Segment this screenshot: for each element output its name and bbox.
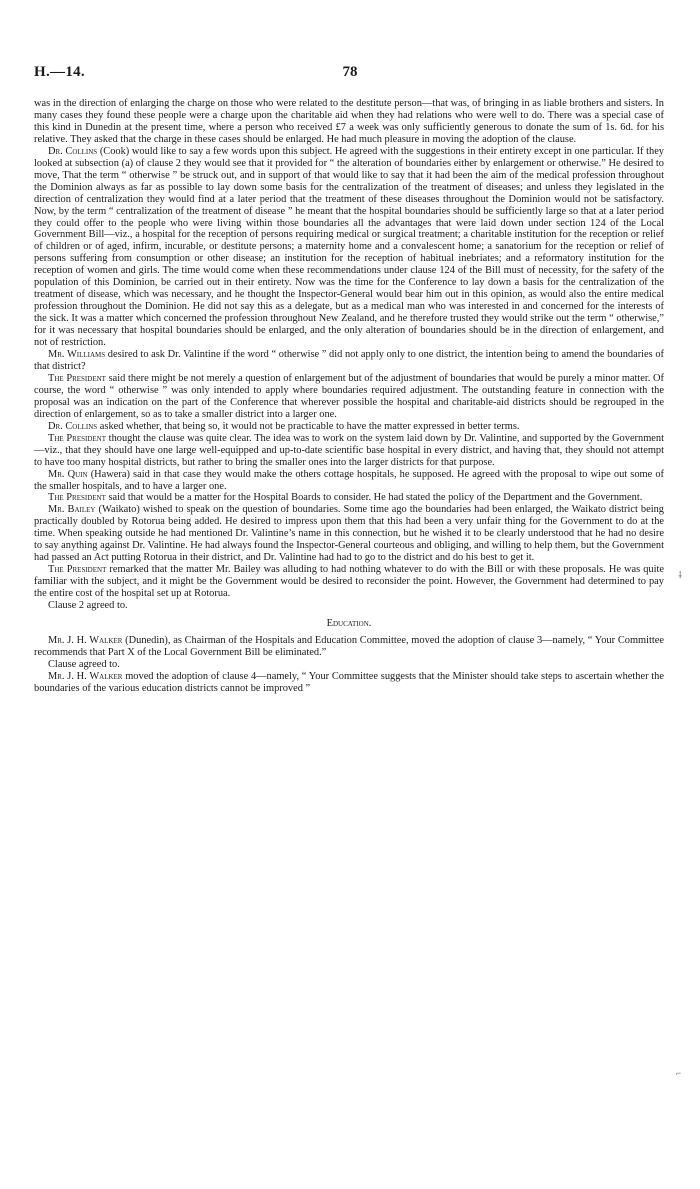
paragraph-text: (Dunedin), as Chairman of the Hospitals and Education Committee, moved the adoption of clause 3—namely, “ Your Committee recommends that Part X of the Local Government Bill be eliminated.”	[34, 634, 665, 658]
paragraph-group	[34, 98, 664, 612]
paragraph-text: was in the direction of enlarging the charge on those who were related to the destitute person—that was, of bringing in as liable brothers and sisters. In many cases they found these people were a charge upon the charitable aid when they had relations who were well to do. There was a special case of this kind in Dunedin at the present time, where a person who received £7 a week was only sufficiently generous to donate the sum of 1s. 6d. for his relative. They asked that the charge in these cases should be enlarged. He had much pleasure in moving the adoption of the clause.	[34, 98, 664, 145]
paragraph-text: moved the adoption of clause 4—namely, “ Your Committee suggests that the Minister should take steps to ascertain whether the boundaries of the various education districts cannot be improved ”	[34, 670, 664, 694]
paragraph-text: desired to ask Dr. Valintine if the word “ otherwise ” did not apply only to one district, the intention being to amend the boundaries of that district?	[34, 349, 665, 372]
speaker-name: Mr. J. H. Walker	[48, 634, 123, 646]
paragraph-text: (Waikato) wished to speak on the question of boundaries. Some time ago the boundaries had been enlarged, the Waikato district being practically doubled by Rotorua being added. He desired to impress upon them that this had been a very unfair thing for the Government to do at the time. When speaking outside he had mentioned Dr. Valintine’s name in this connection, but he wished it to be clearly understood that he had no desire to say anything against Dr. Valintine. He had always found the Inspector-General courteous and obliging, and willing to help them, but the Government had passed an Act putting Rotorua in their district, and Dr. Valintine had had to go to the district and do his best to get it.	[34, 504, 665, 564]
paragraph	[34, 433, 664, 469]
speaker-name: Dr. Collins	[48, 420, 98, 432]
paragraph	[34, 492, 664, 504]
speaker-name: Mr. Quin	[48, 468, 88, 480]
paragraph-text: thought the clause was quite clear. The idea was to work on the system laid down by Dr. Valintine, and supported by the Government—viz., that they should have one large well-equipped and up-to-date scientific base hospital in every district, and having that, they should not attempt to have too many hospital districts, but rather to bring the smaller ones into the larger districts for that purpose.	[34, 432, 664, 468]
paragraph	[34, 469, 664, 493]
paragraph-text: said that would be a matter for the Hospital Boards to consider. He had stated the policy of the Department and the Government.	[105, 492, 643, 504]
paragraph-group	[34, 635, 664, 695]
speaker-name: The President	[48, 492, 106, 504]
paragraph	[34, 373, 664, 421]
paragraph-text: said there might be not merely a question of enlargement but of the adjustment of boundaries that would be purely a minor matter. Of course, the word “ otherwise ” was only intended to apply where boundaries required adjustment. The outstanding feature in connection with the proposal was an indication on the part of the Conference that wherever possible the hospital and charitable-aid districts should be regrouped in the direction of enlargement, so as to take a smaller district into a larger one.	[34, 372, 664, 420]
speaker-name: The President	[48, 432, 106, 444]
speaker-name: The President	[48, 372, 106, 384]
speaker-name: Mr. Williams	[48, 349, 106, 361]
paragraph	[34, 564, 664, 600]
margin-mark: ⸸	[678, 570, 683, 580]
paragraph	[34, 659, 664, 671]
paragraph	[34, 146, 664, 349]
paragraph	[34, 600, 664, 612]
paragraph	[34, 635, 664, 659]
speaker-name: Mr. Bailey	[48, 504, 96, 516]
section-heading: Education.	[326, 617, 372, 629]
speaker-name: Mr. J. H. Walker	[48, 670, 123, 682]
paragraph	[34, 504, 664, 564]
margin-mark: ⌐	[676, 1068, 682, 1078]
paragraph	[34, 98, 664, 146]
body-text	[34, 98, 664, 695]
paragraph-text: remarked that the matter Mr. Bailey was alluding to had nothing whatever to do with the Bill or with these proposals. He was quite familiar with the subject, and it might be the Government would be desired to reconsider the point. However, the Government had determined to pay the entire cost of the hospital set up at Rotorua.	[34, 564, 665, 600]
paragraph-text: Clause 2 agreed to.	[48, 600, 128, 612]
speaker-name: Dr. Collins	[48, 145, 98, 157]
paragraph-text: Clause agreed to.	[48, 658, 120, 670]
paragraph	[34, 671, 664, 695]
document-reference: H.—14.	[34, 64, 85, 80]
page-number: 78	[342, 64, 358, 80]
paragraph-text: asked whether, that being so, it would not be practicable to have the matter expressed in better terms.	[97, 420, 520, 432]
page-header	[34, 64, 666, 84]
speaker-name: The President	[48, 564, 107, 576]
paragraph	[34, 421, 664, 433]
paragraph	[34, 349, 664, 373]
paragraph-text: (Cook) would like to say a few words upon this subject. He agreed with the suggestions in their entirety except in one particular. If they looked at subsection (a) of clause 2 they would see that it provided for “ the alteration of boundaries either by enlargement or otherwise.” He desired to move, That the term “ otherwise ” be struck out, and in support of that would like to say that it had been the aim of the medical profession throughout the Dominion always as far as possible to lay down some basis for the centralization of the treatment of diseases; and unless they legislated in the direction of centralization they would find at a later period that the treatment of these diseases throughout the Dominion would not be satisfactory. Now, by the term “ centralization of the treatment of disease ” he meant that the hospital boundaries should be sufficiently large so that at a later period they could offer to the people who were living within those boundaries all the advantages that were laid down under section 124 of the Local Government Bill—viz., a hospital for the reception of persons requiring medical or surgical treatment; a charitable institution for the reception or relief of children or of aged, infirm, incurable, or destitute persons; a maternity home and a convalescent home; a sanatorium for the reception or relief of persons suffering from consumption or other disease; an institution for the reception of habitual inebriates; and a reformatory institution for the reception of women and girls. The time would come when these recommendations under clause 124 of the Bill must of necessity, for the safety of the population of this Dominion, be carried out in their entirety. Now was the time for the Conference to lay down a basis for the centralization of the treatment of disease, which was necessary, and he thought the Inspector-General would bear him out in this opinion, as would also the entire medical profession throughout the Dominion. He did not say this as a delegate, but as a medical man who was interested in and concerned for the interests of the sick. It was a matter which concerned the profession throughout New Zealand, and he therefore trusted they would strike out the term “ otherwise,” for it was necessary that hospital boundaries should be enlarged, and the only alteration of boundaries should be in the direction of enlargement, and not of restriction.	[34, 145, 664, 349]
paragraph-text: (Hawera) said in that case they would make the others cottage hospitals, he supposed. He agreed with the proposal to wipe out some of the smaller hospitals, and to have a larger one.	[34, 468, 664, 492]
